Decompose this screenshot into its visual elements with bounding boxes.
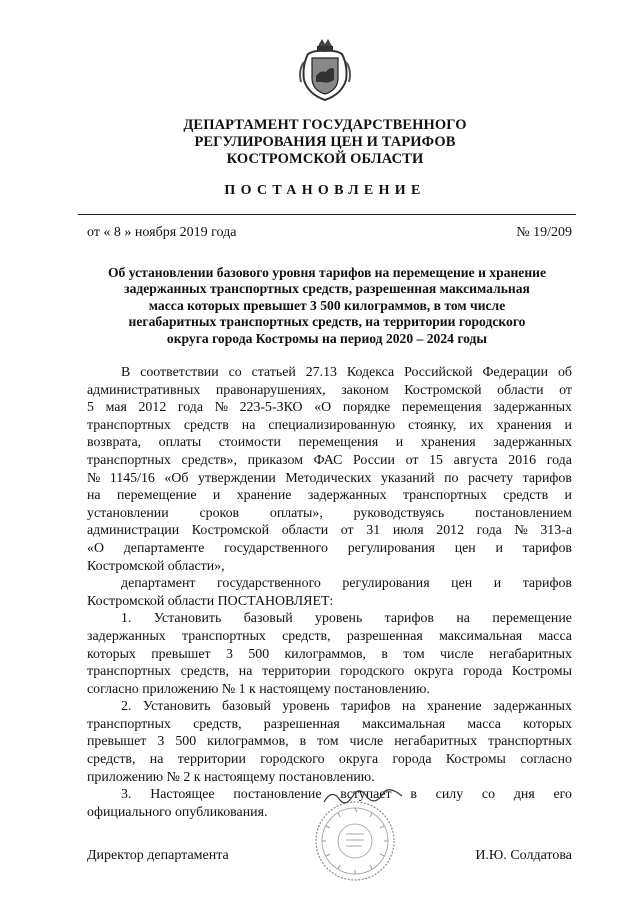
org-line-1: ДЕПАРТАМЕНТ ГОСУДАРСТВЕННОГО xyxy=(183,117,467,133)
body-word: на xyxy=(456,611,470,627)
body-word: 2012 xyxy=(138,400,167,416)
body-word: 5 xyxy=(87,400,94,416)
body-word: и xyxy=(564,488,572,504)
body-line: Костромской области ПОСТАНОВЛЯЕТ: xyxy=(87,593,334,609)
body-word: тарифов xyxy=(384,611,434,627)
body-word: года xyxy=(546,452,572,468)
body-word: базовый xyxy=(221,699,271,715)
body-word: городского xyxy=(260,752,325,768)
body-word: тарифов xyxy=(522,576,572,592)
body-word: России xyxy=(353,452,395,468)
body-word: задержанных xyxy=(493,699,572,715)
body-word: цен xyxy=(454,540,476,556)
coat-of-arms-icon xyxy=(296,36,354,104)
body-word: Костромы xyxy=(511,664,572,680)
body-word: августа xyxy=(453,452,498,468)
signature-block xyxy=(87,848,572,864)
body-word: масса xyxy=(467,716,501,732)
body-word: департамент xyxy=(121,576,196,592)
body-line xyxy=(87,470,572,488)
body-word: регулирования xyxy=(342,576,430,592)
body-word: и xyxy=(495,540,503,556)
body-word: в xyxy=(299,734,307,750)
body-word: том xyxy=(403,646,425,662)
body-word: средств xyxy=(183,417,229,433)
body-line: приложению № 2 к настоящему постановлению. xyxy=(87,769,375,785)
body-word: Установить xyxy=(153,611,222,627)
body-word: статьей xyxy=(251,365,296,380)
body-word: хранение xyxy=(427,699,482,715)
body-word: вступает xyxy=(340,787,392,803)
body-word: числе xyxy=(440,646,474,662)
body-word: хранения xyxy=(420,435,476,451)
body-word: максимальная xyxy=(362,716,446,732)
org-line-3: КОСТРОМСКОЙ ОБЛАСТИ xyxy=(226,151,424,167)
body-word: тарифов xyxy=(522,540,572,556)
body-word: законом xyxy=(341,382,389,398)
body-word: администрации xyxy=(87,523,180,539)
body-word: уровень xyxy=(315,611,363,627)
body-word: № xyxy=(514,523,528,539)
body-word: правонарушениях, xyxy=(215,382,326,398)
body-word: 500 xyxy=(175,734,197,750)
document-title xyxy=(72,265,582,347)
body-word: задержанных xyxy=(87,628,166,644)
body-line xyxy=(87,522,572,540)
body-word: 2. xyxy=(121,699,132,715)
official-stamp xyxy=(314,800,396,882)
body-word: силу xyxy=(435,787,464,803)
body-word: № xyxy=(214,400,228,416)
body-word: на xyxy=(238,664,253,680)
body-word: разрешенная xyxy=(346,628,423,644)
body-word: «Об xyxy=(164,470,189,486)
body-word: стоянку, xyxy=(408,417,457,433)
body-word: средств xyxy=(503,488,549,504)
document-body xyxy=(87,364,572,821)
body-word: и xyxy=(395,435,404,451)
title-line: негабаритных транспортных средств, на территории городского xyxy=(128,314,526,330)
body-word: на xyxy=(149,752,164,768)
body-word: числе xyxy=(349,734,384,750)
body-word: превышет xyxy=(151,646,211,662)
body-word: перемещения xyxy=(298,435,379,451)
body-word: Установить xyxy=(142,699,211,715)
body-word: средств, xyxy=(282,628,331,644)
body-word: Федерации xyxy=(482,365,549,380)
body-word: тарифов xyxy=(522,470,572,486)
body-word: стоимости xyxy=(218,435,281,451)
body-line xyxy=(87,663,572,681)
body-word: утверждении xyxy=(198,470,276,486)
body-line xyxy=(87,364,572,382)
body-word: цен xyxy=(451,576,473,592)
body-line xyxy=(87,434,572,452)
document-date: от « 8 » ноября 2019 года xyxy=(87,225,237,240)
org-line-2: РЕГУЛИРОВАНИЯ ЦЕН И ТАРИФОВ xyxy=(194,134,456,150)
body-word: Методических xyxy=(285,470,372,486)
body-word: приказом xyxy=(247,452,303,468)
body-word: Костромской xyxy=(404,382,482,398)
body-word: специализированную xyxy=(268,417,396,433)
body-word: на xyxy=(401,699,416,715)
body-word: города xyxy=(392,752,432,768)
body-word: средств», xyxy=(181,452,237,468)
body-word: транспортных xyxy=(87,452,171,468)
title-line: округа города Костромы на период 2020 – 2024 годы xyxy=(166,330,488,346)
body-word: килограммов, xyxy=(207,734,289,750)
body-line xyxy=(87,628,572,646)
body-word: территории xyxy=(262,664,331,680)
date-number-line xyxy=(87,225,572,241)
body-word: в xyxy=(381,646,388,662)
body-word: транспортных xyxy=(402,488,487,504)
body-word: соответствии xyxy=(140,365,219,380)
body-word: транспортных xyxy=(87,664,171,680)
body-word: и xyxy=(493,576,502,592)
body-word: негабаритных xyxy=(489,646,572,662)
body-word: города xyxy=(463,664,503,680)
body-word: 2012 xyxy=(436,523,465,539)
body-word: превышет xyxy=(87,734,147,750)
body-word: постановление xyxy=(233,787,322,803)
body-word: 1145/16 xyxy=(109,470,155,486)
body-word: транспортных xyxy=(87,716,171,732)
body-word: Настоящее xyxy=(150,787,215,803)
body-word: средств, xyxy=(87,752,136,768)
body-word: оплаты», xyxy=(269,505,323,521)
body-line xyxy=(87,716,572,734)
body-word: оплаты xyxy=(158,435,202,451)
document-number: № 19/209 xyxy=(516,225,572,240)
body-word: хранения xyxy=(496,417,552,433)
body-word: 15 xyxy=(429,452,443,468)
body-word: базовый xyxy=(243,611,293,627)
body-word: которых xyxy=(87,646,136,662)
body-word: согласно xyxy=(520,752,572,768)
body-line xyxy=(87,382,572,400)
body-word: транспортных xyxy=(488,734,572,750)
body-word: порядке xyxy=(342,400,391,416)
body-line xyxy=(87,698,572,716)
body-word: расчету xyxy=(468,470,514,486)
body-word: масса xyxy=(538,628,572,644)
body-word: июля xyxy=(392,523,424,539)
body-word: государственного xyxy=(224,540,328,556)
body-word: 27.13 xyxy=(305,365,337,380)
body-word: на xyxy=(87,488,101,504)
body-word: средств, xyxy=(180,664,230,680)
body-word: по xyxy=(444,470,459,486)
body-word: регулирования xyxy=(347,540,435,556)
body-word: 3 xyxy=(226,646,233,662)
body-word: негабаритных xyxy=(394,734,478,750)
body-word: № xyxy=(87,470,101,486)
body-word: городского xyxy=(340,664,405,680)
body-line xyxy=(87,399,572,417)
body-word: разрешенная xyxy=(263,716,340,732)
body-line xyxy=(87,452,572,470)
body-word: указаний xyxy=(380,470,435,486)
body-word: территории xyxy=(177,752,246,768)
body-line xyxy=(87,646,572,664)
body-word: области xyxy=(497,382,544,398)
body-word: хранение xyxy=(236,488,292,504)
organization-header xyxy=(90,117,560,168)
body-word: задержанных xyxy=(493,435,572,451)
body-word: от xyxy=(405,452,419,468)
body-word: возврата, xyxy=(87,435,142,451)
body-word: мая xyxy=(105,400,127,416)
body-word: том xyxy=(317,734,339,750)
body-word: «О xyxy=(314,400,332,416)
body-word: максимальная xyxy=(439,628,523,644)
body-word: перемещение xyxy=(492,611,572,627)
body-word: Кодекса xyxy=(346,365,395,380)
body-line: официального опубликования. xyxy=(87,804,268,820)
body-word: 2016 xyxy=(508,452,537,468)
body-word: Российской xyxy=(404,365,473,380)
body-word: 223-5-ЗКО xyxy=(239,400,303,416)
title-line: Об установлении базового уровня тарифов на перемещение и хранение xyxy=(107,265,547,280)
body-word: ФАС xyxy=(313,452,343,468)
title-line: масса которых превышет 3 500 килограммов, в том числе xyxy=(148,297,506,313)
body-word: средств, xyxy=(193,716,242,732)
body-line xyxy=(87,610,572,628)
body-word: на xyxy=(241,417,256,433)
body-word: дня xyxy=(513,787,535,803)
body-word: административных xyxy=(87,382,201,398)
body-word: со xyxy=(481,787,496,803)
title-line: задержанных транспортных средств, разрешенная максимальная xyxy=(124,281,530,297)
body-word: от xyxy=(559,382,572,398)
body-word: государственного xyxy=(217,576,321,592)
body-word: задержанных xyxy=(307,488,387,504)
body-word: транспортных xyxy=(182,628,266,644)
body-word: Костромской xyxy=(191,523,270,539)
body-word: об xyxy=(557,365,572,380)
body-word: перемещение xyxy=(116,488,197,504)
body-word: 313-а xyxy=(540,523,572,539)
body-line xyxy=(87,733,572,751)
body-word: которых xyxy=(523,716,572,732)
signatory-name: И.Ю. Солдатова xyxy=(475,848,572,863)
header-divider xyxy=(78,214,576,215)
body-line xyxy=(87,575,572,593)
body-word: округа xyxy=(338,752,379,768)
body-word: их xyxy=(469,417,484,433)
body-word: уровень xyxy=(282,699,330,715)
body-word: постановлением xyxy=(475,505,572,521)
document-type: ПОСТАНОВЛЕНИЕ xyxy=(224,183,426,198)
body-word: департаменте xyxy=(123,540,205,556)
body-word: сроков xyxy=(199,505,240,521)
body-line xyxy=(87,487,572,505)
body-line xyxy=(87,417,572,435)
body-word: его xyxy=(553,787,572,803)
body-line: Костромской области», xyxy=(87,558,225,574)
body-word: транспортных xyxy=(87,417,171,433)
body-word: округа xyxy=(414,664,454,680)
body-word: 31 xyxy=(366,523,381,539)
body-word: «О xyxy=(87,540,104,556)
body-word: от xyxy=(340,523,354,539)
body-word: со xyxy=(228,365,242,380)
body-word: 3. xyxy=(121,787,132,803)
body-word: в xyxy=(410,787,417,803)
body-word: килограммов, xyxy=(284,646,366,662)
body-word: и xyxy=(212,488,221,504)
body-word: 1. xyxy=(121,611,132,627)
body-word: 500 xyxy=(248,646,270,662)
body-word: 3 xyxy=(157,734,165,750)
body-word: области xyxy=(281,523,329,539)
body-word: руководствуясь xyxy=(353,505,445,521)
signatory-position: Директор департамента xyxy=(87,848,229,863)
body-line: согласно приложению № 1 к настоящему постановлению. xyxy=(87,681,430,697)
body-line xyxy=(87,751,572,769)
body-word: установлении xyxy=(87,505,169,521)
body-word: тарифов xyxy=(341,699,391,715)
body-line xyxy=(87,540,572,558)
body-word: года xyxy=(177,400,204,416)
body-word: перемещения xyxy=(401,400,482,416)
body-word: и xyxy=(564,417,572,433)
body-line xyxy=(87,505,572,523)
body-word: В xyxy=(121,365,131,380)
body-word: задержанных xyxy=(493,400,572,416)
body-word: года xyxy=(476,523,502,539)
body-word: Костромы xyxy=(445,752,506,768)
